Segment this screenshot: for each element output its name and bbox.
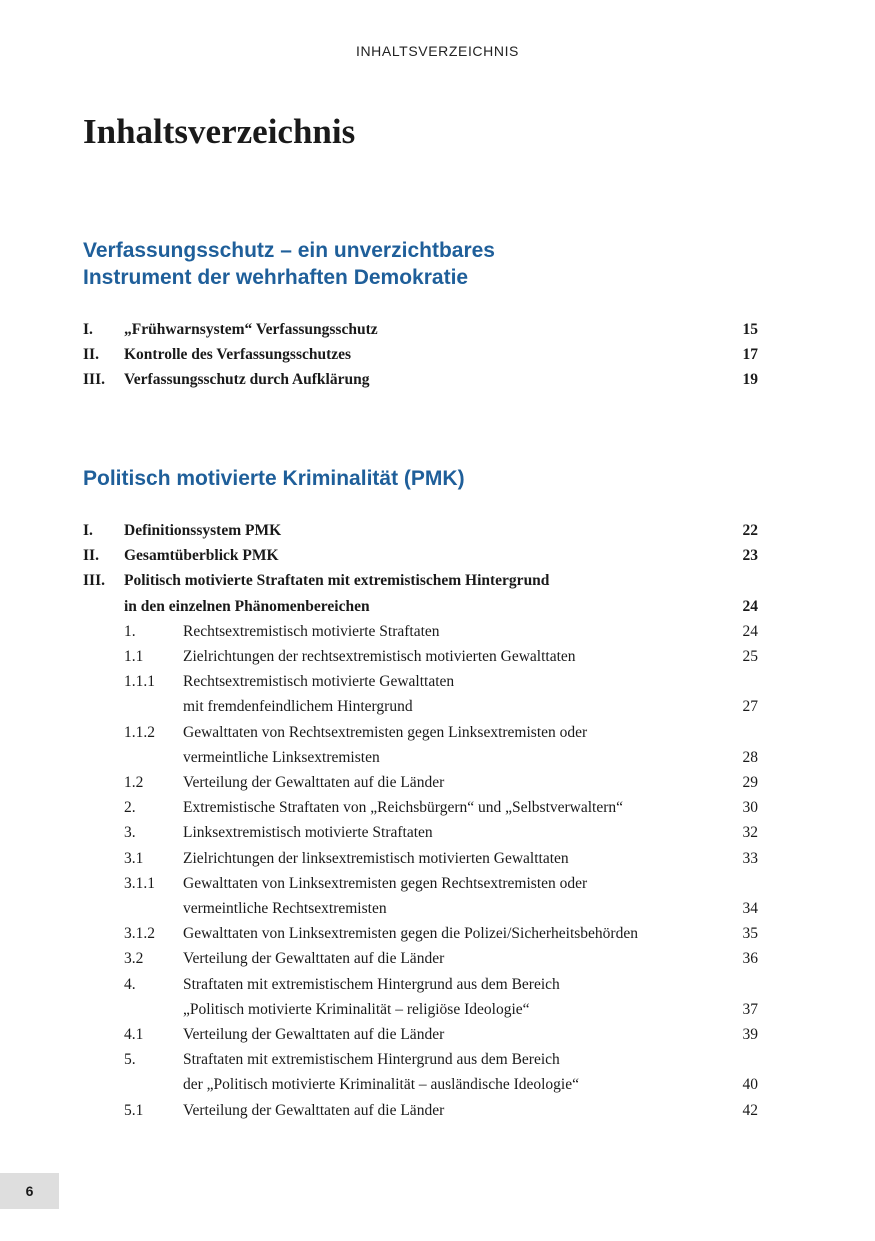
toc-entry-title-line: Zielrichtungen der linksextremistisch motivierten Gewalttaten bbox=[183, 849, 569, 867]
toc-entry-number: 1.1 bbox=[124, 648, 144, 666]
toc-entry-title-line: „Frühwarnsystem“ Verfassungsschutz bbox=[124, 321, 378, 338]
toc-entry-number: 3.1.2 bbox=[124, 925, 155, 943]
toc-entry[interactable] bbox=[83, 669, 758, 719]
toc-entry-page: 19 bbox=[742, 371, 758, 389]
toc-entry-title-line: Kontrolle des Verfassungsschutzes bbox=[124, 346, 352, 364]
toc-list bbox=[83, 518, 758, 1123]
toc-entry-number: 4. bbox=[124, 975, 136, 993]
toc-entry-title-line: Politisch motivierte Straftaten mit extremistischem Hintergrund bbox=[124, 572, 550, 590]
toc-entry-page: 17 bbox=[742, 346, 758, 364]
toc-entry-title bbox=[124, 518, 718, 543]
toc-entry[interactable] bbox=[83, 367, 758, 392]
toc-entry-number: II. bbox=[83, 547, 99, 565]
toc-entry-title bbox=[183, 846, 718, 871]
section-title bbox=[83, 465, 758, 492]
toc-entry[interactable] bbox=[83, 795, 758, 820]
toc-entry-title bbox=[183, 921, 718, 946]
toc-entry-title-line: Straftaten mit extremistischem Hintergrund aus dem Bereich bbox=[183, 1051, 560, 1069]
toc-entry[interactable] bbox=[83, 871, 758, 921]
toc-entry-number: 5.1 bbox=[124, 1101, 144, 1119]
toc-entry-title bbox=[183, 669, 718, 719]
running-header: INHALTSVERZEICHNIS bbox=[355, 43, 519, 59]
toc-entry-title bbox=[183, 770, 718, 795]
toc-entry[interactable] bbox=[83, 518, 758, 543]
toc-entry-title-line: Rechtsextremistisch motivierte Gewalttaten bbox=[183, 673, 455, 691]
toc-entry-page: 25 bbox=[742, 648, 758, 666]
toc-entry-number: 2. bbox=[124, 799, 136, 817]
toc-entry-title bbox=[183, 619, 718, 644]
toc-entry-title bbox=[183, 1098, 718, 1123]
toc-entry-title-line: Rechtsextremistisch motivierte Straftaten bbox=[183, 622, 440, 640]
toc-entry-page: 22 bbox=[742, 522, 758, 539]
toc-entry-number: III. bbox=[83, 572, 105, 590]
toc-list bbox=[83, 317, 758, 393]
toc-entry[interactable] bbox=[83, 720, 758, 770]
toc-entry-number: I. bbox=[83, 321, 93, 338]
toc-entry-title bbox=[183, 820, 718, 845]
toc-entry-number: 1.1.1 bbox=[124, 673, 155, 691]
toc-entry-page: 33 bbox=[742, 849, 758, 867]
toc-entry-number: 3.2 bbox=[124, 950, 144, 968]
toc-entry[interactable] bbox=[83, 317, 758, 342]
toc-entry-title-line: Verteilung der Gewalttaten auf die Länder bbox=[183, 1101, 445, 1119]
toc-entry-page: 29 bbox=[742, 774, 758, 792]
toc-entry[interactable] bbox=[83, 770, 758, 795]
toc-section-pmk bbox=[83, 465, 758, 1123]
toc-entry-number: I. bbox=[83, 522, 93, 539]
toc-entry-number: 3.1 bbox=[124, 849, 144, 867]
toc-entry-page: 42 bbox=[742, 1101, 758, 1119]
toc-entry-page: 40 bbox=[742, 1076, 758, 1094]
toc-entry[interactable] bbox=[83, 921, 758, 946]
toc-entry-number: 4.1 bbox=[124, 1026, 144, 1044]
toc-entry-title-line: vermeintliche Linksextremisten bbox=[183, 748, 380, 766]
toc-entry-title-line: „Politisch motivierte Kriminalität – religiöse Ideologie“ bbox=[183, 1000, 530, 1018]
toc-entry-title-line: Verteilung der Gewalttaten auf die Länder bbox=[183, 1026, 445, 1044]
toc-entry-page: 24 bbox=[742, 597, 758, 615]
toc-entry[interactable] bbox=[83, 1098, 758, 1123]
toc-entry-title-line: vermeintliche Rechtsextremisten bbox=[183, 900, 387, 918]
toc-entry-title bbox=[124, 317, 718, 342]
toc-entry-title-line: Straftaten mit extremistischem Hintergrund aus dem Bereich bbox=[183, 975, 560, 993]
toc-entry[interactable] bbox=[83, 644, 758, 669]
toc-entry-number: 1.2 bbox=[124, 774, 144, 792]
toc-entry-number: 1. bbox=[124, 622, 136, 640]
toc-entry-title-line: Gesamtüberblick PMK bbox=[124, 547, 279, 565]
toc-entry-title bbox=[183, 795, 718, 820]
toc-entry-title-line: der „Politisch motivierte Kriminalität – ausländische Ideologie“ bbox=[183, 1076, 579, 1094]
toc-entry-title-line: Verteilung der Gewalttaten auf die Länder bbox=[183, 950, 445, 968]
toc-entry-page: 28 bbox=[742, 748, 758, 766]
toc-entry-title bbox=[183, 1047, 718, 1097]
toc-entry-number: 3. bbox=[124, 824, 136, 842]
toc-entry-page: 35 bbox=[742, 925, 758, 943]
section-title-line: Verfassungsschutz – ein unverzichtbares bbox=[83, 239, 495, 262]
toc-entry-page: 37 bbox=[742, 1000, 758, 1018]
toc-entry-title bbox=[124, 543, 718, 568]
toc-entry-title bbox=[124, 367, 718, 392]
toc-entry-title bbox=[124, 568, 718, 618]
page-number: 6 bbox=[0, 1173, 59, 1209]
toc-entry-page: 39 bbox=[742, 1026, 758, 1044]
toc-entry-title-line: Verfassungsschutz durch Aufklärung bbox=[124, 371, 370, 389]
toc-entry-title-line: Linksextremistisch motivierte Straftaten bbox=[183, 824, 433, 842]
toc-entry-page: 23 bbox=[742, 547, 758, 565]
toc-entry-page: 32 bbox=[742, 824, 758, 842]
toc-entry-title-line: Definitionssystem PMK bbox=[124, 522, 282, 539]
section-title bbox=[83, 237, 758, 291]
toc-entry-number: II. bbox=[83, 346, 99, 364]
toc-entry[interactable] bbox=[83, 820, 758, 845]
toc-entry-title-line: mit fremdenfeindlichem Hintergrund bbox=[183, 698, 413, 716]
toc-entry[interactable] bbox=[83, 846, 758, 871]
toc-entry-title-line: Gewalttaten von Rechtsextremisten gegen Linksextremisten oder bbox=[183, 723, 588, 741]
toc-entry-title-line: Gewalttaten von Linksextremisten gegen die Polizei/Sicherheitsbehörden bbox=[183, 925, 638, 943]
toc-entry-number: 3.1.1 bbox=[124, 874, 155, 892]
toc-entry-title-line: Gewalttaten von Linksextremisten gegen Rechtsextremisten oder bbox=[183, 874, 588, 892]
toc-entry-title bbox=[183, 871, 718, 921]
toc-section-verfassungsschutz bbox=[83, 237, 758, 393]
toc-entry-number: III. bbox=[83, 371, 105, 389]
toc-entry-number: 5. bbox=[124, 1051, 136, 1069]
toc-entry-title bbox=[183, 946, 718, 971]
toc-entry-number: 1.1.2 bbox=[124, 723, 155, 741]
toc-entry[interactable] bbox=[83, 972, 758, 1022]
toc-entry-page: 24 bbox=[742, 622, 758, 640]
toc-entry-page: 27 bbox=[742, 698, 758, 716]
toc-entry-page: 34 bbox=[742, 900, 758, 918]
toc-entry-page: 36 bbox=[742, 950, 758, 968]
toc-entry[interactable] bbox=[83, 1047, 758, 1097]
toc-entry-title bbox=[183, 720, 718, 770]
toc-entry-title bbox=[183, 1022, 718, 1047]
toc-entry-page: 15 bbox=[742, 321, 758, 338]
toc-entry[interactable] bbox=[83, 342, 758, 367]
toc-entry-page: 30 bbox=[742, 799, 758, 817]
section-title-line: Instrument der wehrhaften Demokratie bbox=[83, 266, 469, 289]
toc-entry-title bbox=[183, 972, 718, 1022]
toc-entry[interactable] bbox=[83, 619, 758, 644]
toc-entry-title-line: in den einzelnen Phänomenbereichen bbox=[124, 597, 370, 615]
toc-entry-title-line: Zielrichtungen der rechtsextremistisch motivierten Gewalttaten bbox=[183, 648, 576, 666]
toc-entry-title bbox=[124, 342, 718, 367]
toc-entry[interactable] bbox=[83, 946, 758, 971]
toc-entry[interactable] bbox=[83, 1022, 758, 1047]
toc-entry[interactable] bbox=[83, 543, 758, 568]
toc-entry-title-line: Extremistische Straftaten von „Reichsbürgern“ und „Selbstverwaltern“ bbox=[183, 799, 624, 817]
toc-entry-title-line: Verteilung der Gewalttaten auf die Länder bbox=[183, 774, 445, 792]
toc-entry[interactable] bbox=[83, 568, 758, 618]
page-title: Inhaltsverzeichnis bbox=[83, 112, 356, 151]
toc-entry-title bbox=[183, 644, 718, 669]
section-title-line: Politisch motivierte Kriminalität (PMK) bbox=[83, 467, 465, 490]
